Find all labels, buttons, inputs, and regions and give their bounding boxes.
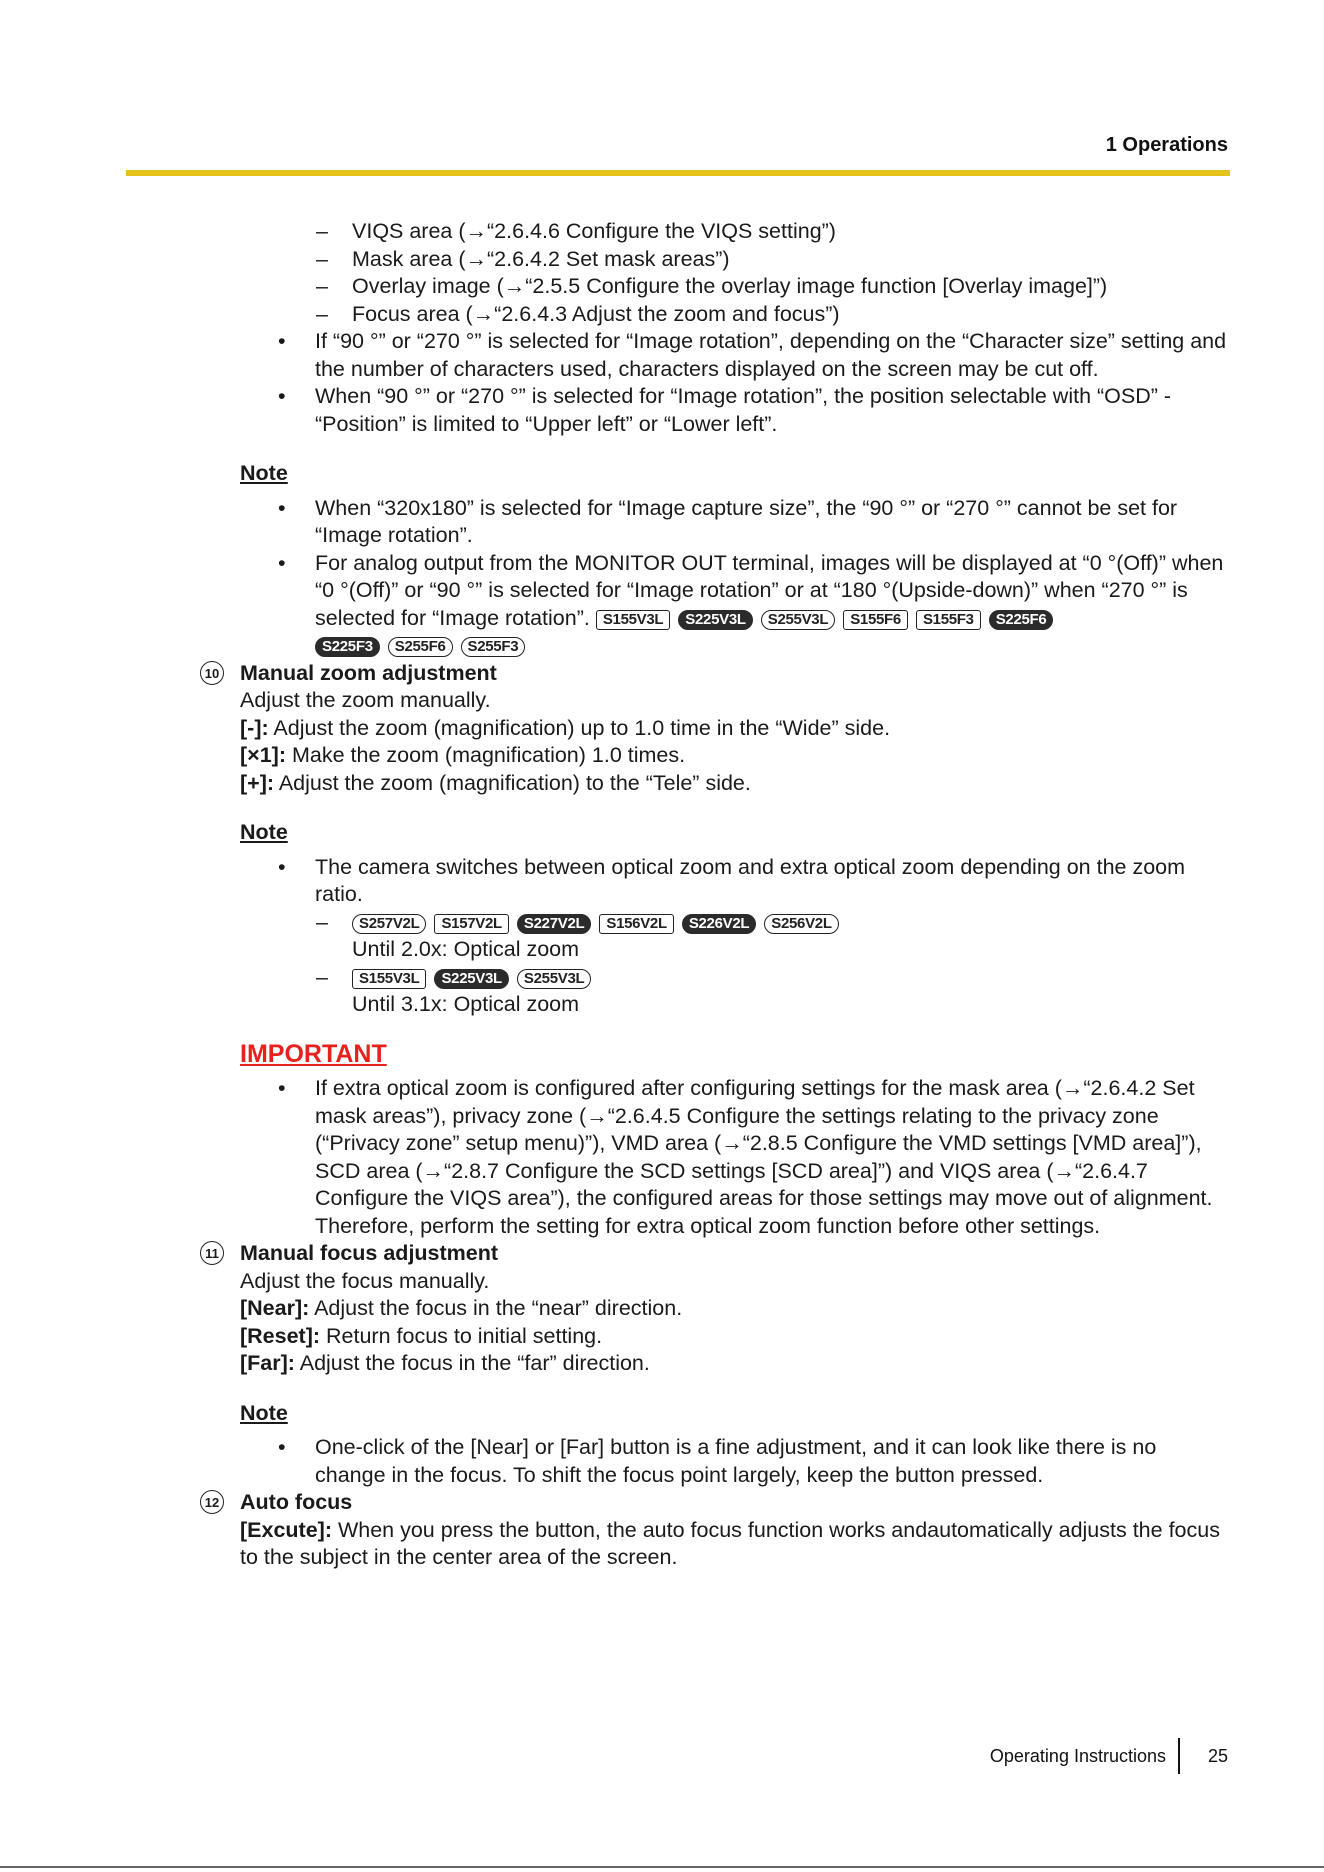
bottom-rule [0,1866,1324,1868]
dash-item: – Overlay image (→“2.5.5 Configure the overlay image function [Overlay image]”) [316,274,1108,298]
section-body: [Excute]: When you press the button, the auto focus function works andautomatically adjusts the focus to the subject in the center area of the screen. [240,1517,1220,1569]
circled-number: 11 [200,1241,224,1265]
model-badge: S226V2L [682,914,756,934]
note-heading: Note [240,820,288,844]
model-badge: S225V3L [678,610,752,630]
model-badge: S157V2L [434,914,508,934]
model-badge: S255V3L [517,969,591,989]
note-heading: Note [240,1400,288,1425]
model-badge: S225F6 [989,610,1054,630]
zoom-range-text: Until 3.1x: Optical zoom [352,992,580,1016]
section-body: Adjust the zoom manually. [-]: Adjust the zoom (magnification) up to 1.0 time in the “Wide” side. [×1]: Make the zoom (magnification) 1.0 times. [+]: Adjust the zoom (magnification) to the “Tele” side. [240,688,891,795]
model-badge: S225V3L [434,969,508,989]
model-badge: S155V3L [596,610,670,630]
model-badges [315,632,533,660]
page-content [0,218,1324,1572]
bullet-item: • The camera switches between optical zoom and extra optical zoom depending on the zoom ratio. [278,854,1186,906]
zoom-range-text: Until 2.0x: Optical zoom [352,937,580,961]
bullet-item: • When “320x180” is selected for “Image capture size”, the “90 °” or “270 °” cannot be set for “Image rotation”. [278,495,1178,547]
header-title: 1 Operations [1105,134,1228,156]
dash-item: – Mask area (→“2.6.4.2 Set mask areas”) [316,246,730,271]
model-badges [352,964,599,992]
model-badge: S155F6 [843,610,908,630]
page-number: 25 [1207,1746,1228,1766]
dash-item: – S155V3L S225V3L S255V3L [0,964,1324,992]
section-heading: 12 Auto focus [0,1489,1324,1517]
model-badges [352,909,847,937]
model-badge: S155V3L [352,969,426,989]
model-badge: S255F3 [461,637,526,657]
important-heading: IMPORTANT [240,1039,387,1068]
dash-item: – Focus area (→“2.6.4.3 Adjust the zoom and focus”) [316,301,840,326]
circled-number: 10 [200,661,224,685]
model-badges [596,605,1062,633]
bullet-item: • When “90 °” or “270 °” is selected for “Image rotation”, the position selectable with “OSD” - “Position” is limited to “Upper left” or “Lower left”. [278,384,1172,436]
note-heading: Note [240,461,288,485]
bullet-item: • One-click of the [Near] or [Far] button is a fine adjustment, and it can look like there is no change in the focus. To shift the focus point largely, keep the button pressed. [278,1435,1157,1487]
model-badge: S255F6 [388,637,453,657]
model-badge: S255V3L [761,610,835,630]
section-heading: 10 Manual zoom adjustment [0,660,1324,688]
bullet-item: • For analog output from the MONITOR OUT terminal, images will be displayed at “0 °(Off)” when “0 °(Off)” or “90 °” is selected for “Image rotation” or at “180 °(Upside-down)” when “270 °” is selected for “Image rotation”. S155V3L S225V3L S255V3L S155F6 S155F3 S225F6 S225F3 S255F6 S255F3 [0,550,1324,660]
footer-separator [1178,1738,1180,1774]
dash-item: – S257V2L S157V2L S227V2L S156V2L S226V2L S256V2L [0,909,1324,937]
footer-label: Operating Instructions [989,1746,1166,1766]
bullet-item: • If extra optical zoom is configured after configuring settings for the mask area (→“2.6.4.2 Set mask areas”), privacy zone (→“2.6.4.5 Configure the settings relating to the privacy zone (“Privacy zone” setup menu)”), VMD area (→“2.8.5 Configure the VMD settings [VMD area]”), SCD area (→“2.8.7 Configure the SCD settings [SCD area]”) and VIQS area (→“2.6.4.7 Configure the VIQS area”), the configured areas for those settings may move out of alignment. Therefore, perform the setting for extra optical zoom function before other settings. [278,1076,1213,1238]
section-body: Adjust the focus manually. [Near]: Adjust the focus in the “near” direction. [Reset]: Return focus to initial setting. [Far]: Adjust the focus in the “far” direction. [240,1268,683,1375]
model-badge: S155F3 [916,610,981,630]
header-rule [126,170,1230,176]
model-badge: S225F3 [315,637,380,657]
model-badge: S227V2L [517,914,591,934]
model-badge: S257V2L [352,914,426,934]
section-heading: 11 Manual focus adjustment [0,1240,1324,1268]
bullet-item: • If “90 °” or “270 °” is selected for “Image rotation”, depending on the “Character size” setting and the number of characters used, characters displayed on the screen may be cut off. [278,329,1227,381]
model-badge: S256V2L [764,914,838,934]
dash-item: – VIQS area (→“2.6.4.6 Configure the VIQS setting”) [316,219,836,243]
model-badge: S156V2L [599,914,673,934]
circled-number: 12 [200,1490,224,1514]
